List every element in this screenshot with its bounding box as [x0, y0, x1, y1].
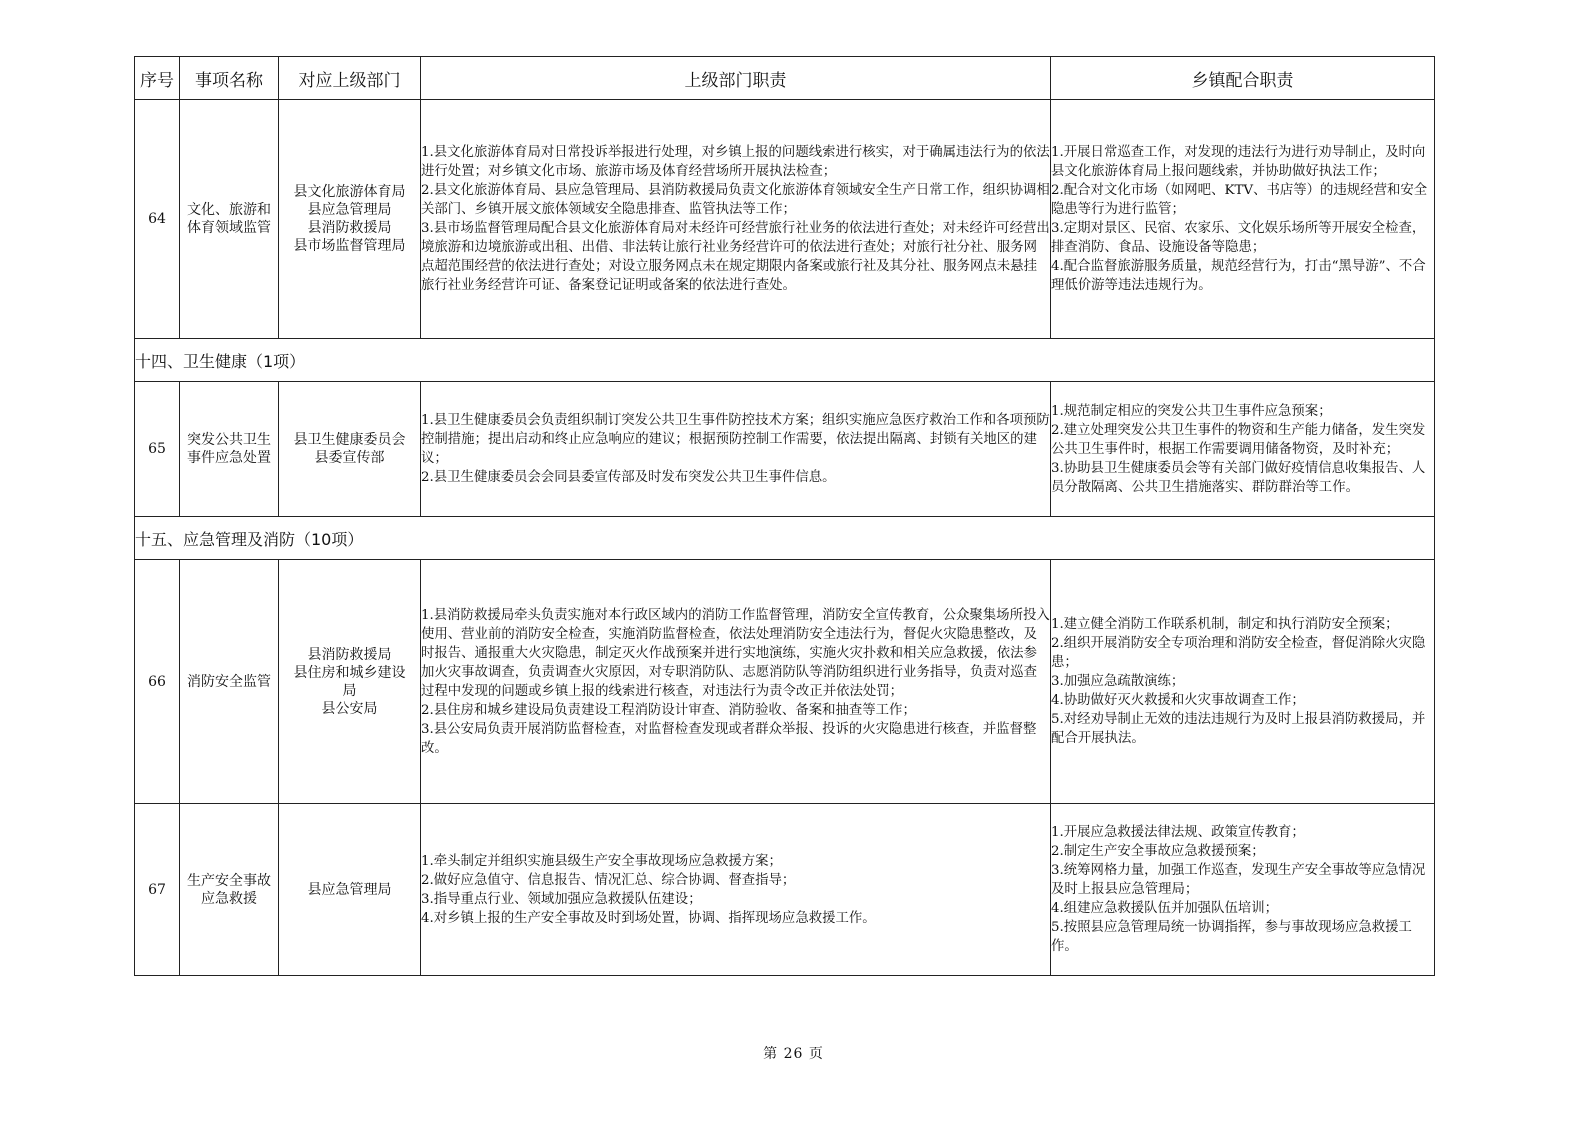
town-duty	[1051, 100, 1435, 339]
duty-item: 1.规范制定相应的突发公共卫生事件应急预案；	[1051, 403, 1332, 419]
duty-item: 3.定期对景区、民宿、农家乐、文化娱乐场所等开展安全检查，排查消防、食品、设施设备等隐患；	[1051, 221, 1426, 255]
duty-item: 2.配合对文化市场（如网吧、KTV、书店等）的违规经营和安全隐患等行为进行监管；	[1051, 183, 1428, 217]
page-number: 第 26 页	[763, 1046, 824, 1062]
row-number: 67	[135, 804, 180, 976]
upper-dept: 县文化旅游体育局 县应急管理局 县消防救援局 县市场监督管理局	[279, 100, 421, 339]
duty-item: 3.协助县卫生健康委员会等有关部门做好疫情信息收集报告、人员分散隔离、公共卫生措施落实、群防群治等工作。	[1051, 460, 1426, 495]
duty-item: 1.县文化旅游体育局对日常投诉举报进行处理，对乡镇上报的问题线索进行核实，对于确属违法行为的依法进行处置；对乡镇文化市场、旅游市场及体育经营场所开展执法检查；	[421, 145, 1050, 179]
duty-item: 5.按照县应急管理局统一协调指挥，参与事故现场应急救援工作。	[1051, 920, 1412, 954]
upper-dept: 县应急管理局	[279, 804, 421, 976]
town-duty	[1051, 560, 1435, 804]
item-name: 生产安全事故 应急救援	[180, 804, 279, 976]
header-upper-duty: 上级部门职责	[421, 57, 1051, 100]
duty-item: 5.对经劝导制止无效的违法违规行为及时上报县消防救援局，并配合开展执法。	[1051, 712, 1426, 746]
section-title: 十五、应急管理及消防（10项）	[135, 517, 1435, 560]
upper-duty	[421, 100, 1051, 339]
header-upper-dept: 对应上级部门	[279, 57, 421, 100]
duty-item: 2.组织开展消防安全专项治理和消防安全检查，督促消除火灾隐患；	[1051, 636, 1426, 670]
upper-duty	[421, 804, 1051, 976]
upper-duty	[421, 382, 1051, 517]
responsibility-table	[134, 56, 1435, 976]
duty-item: 3.县市场监督管理局配合县文化旅游体育局对未经许可经营旅行社业务的依法进行查处；对未经许可经营出境旅游和边境旅游或出租、出借、非法转让旅行社业务经营许可的依法进行查处；对旅行社分社、服务网点超范围经营的依法进行查处；对设立服务网点未在规定期限内备案或旅行社及其分社、服务网点未悬挂旅行社业务经营许可证、备案登记证明或备案的依法进行查处。	[421, 221, 1050, 293]
duty-item: 3.县公安局负责开展消防监督检查，对监督检查发现或者群众举报、投诉的火灾隐患进行核查，并监督整改。	[421, 721, 1037, 756]
duty-item: 1.开展应急救援法律法规、政策宣传教育；	[1051, 825, 1305, 840]
header-seq: 序号	[135, 57, 180, 100]
duty-item: 2.建立处理突发公共卫生事件的物资和生产能力储备，发生突发公共卫生事件时，根据工作需要调用储备物资，及时补充；	[1051, 422, 1426, 457]
row-number: 66	[135, 560, 180, 804]
upper-dept: 县卫生健康委员会 县委宣传部	[279, 382, 421, 517]
duty-item: 4.对乡镇上报的生产安全事故及时到场处置，协调、指挥现场应急救援工作。	[421, 910, 876, 926]
table-row-64	[135, 100, 1435, 339]
duty-item: 2.制定生产安全事故应急救援预案；	[1051, 844, 1265, 859]
section-title: 十四、卫生健康（1项）	[135, 339, 1435, 382]
section-row-15	[135, 517, 1435, 560]
item-name: 突发公共卫生 事件应急处置	[180, 382, 279, 517]
duty-item: 1.开展日常巡查工作，对发现的违法行为进行劝导制止，及时向县文化旅游体育局上报问题线索，并协助做好执法工作；	[1051, 145, 1426, 179]
duty-item: 2.做好应急值守、信息报告、情况汇总、综合协调、督查指导；	[421, 872, 796, 888]
table-row-65	[135, 382, 1435, 517]
duty-item: 2.县文化旅游体育局、县应急管理局、县消防救援局负责文化旅游体育领域安全生产日常工作，组织协调相关部门、乡镇开展文旅体领域安全隐患排查、监管执法等工作；	[421, 183, 1050, 217]
duty-item: 3.统筹网格力量，加强工作巡查，发现生产安全事故等应急情况及时上报县应急管理局；	[1051, 863, 1426, 897]
duty-item: 4.协助做好灭火救援和火灾事故调查工作；	[1051, 693, 1305, 708]
row-number: 65	[135, 382, 180, 517]
header-row	[135, 57, 1435, 100]
town-duty	[1051, 382, 1435, 517]
table-row-67	[135, 804, 1435, 976]
duty-item: 1.县消防救援局牵头负责实施对本行政区域内的消防工作监督管理，消防安全宣传教育，公众聚集场所投入使用、营业前的消防安全检查，实施消防监督检查，依法处理消防安全违法行为，督促火灾隐患整改，及时报告、通报重大火灾隐患，制定灭火作战预案并进行实地演练，实施火灾扑救和相关应急救援，依法参加火灾事故调查，负责调查火灾原因，对专职消防队、志愿消防队等消防组织进行业务指导，负责对巡查过程中发现的问题或乡镇上报的线索进行核查，对违法行为责令改正并依法处罚；	[421, 607, 1050, 699]
duty-item: 1.牵头制定并组织实施县级生产安全事故现场应急救援方案；	[421, 853, 782, 869]
row-number: 64	[135, 100, 180, 339]
duty-item: 4.配合监督旅游服务质量，规范经营行为，打击“黑导游”、不合理低价游等违法违规行为。	[1051, 259, 1426, 293]
duty-item: 2.县住房和城乡建设局负责建设工程消防设计审查、消防验收、备案和抽查等工作；	[421, 702, 916, 718]
duty-item: 3.加强应急疏散演练；	[1051, 674, 1185, 689]
header-town-duty: 乡镇配合职责	[1051, 57, 1435, 100]
duty-item: 4.组建应急救援队伍并加强队伍培训；	[1051, 901, 1279, 916]
upper-dept: 县消防救援局 县住房和城乡建设 局 县公安局	[279, 560, 421, 804]
duty-item: 1.建立健全消防工作联系机制，制定和执行消防安全预案；	[1051, 617, 1399, 632]
town-duty	[1051, 804, 1435, 976]
duty-item: 3.指导重点行业、领域加强应急救援队伍建设；	[421, 891, 702, 907]
section-row-14	[135, 339, 1435, 382]
item-name: 文化、旅游和 体育领域监管	[180, 100, 279, 339]
upper-duty	[421, 560, 1051, 804]
item-name: 消防安全监管	[180, 560, 279, 804]
header-item-name: 事项名称	[180, 57, 279, 100]
table-row-66	[135, 560, 1435, 804]
duty-item: 1.县卫生健康委员会负责组织制订突发公共卫生事件防控技术方案；组织实施应急医疗救治工作和各项预防控制措施；提出启动和终止应急响应的建议；根据预防控制工作需要，依法提出隔离、封锁有关地区的建议；	[421, 413, 1050, 466]
duty-item: 2.县卫生健康委员会会同县委宣传部及时发布突发公共卫生事件信息。	[421, 470, 836, 485]
